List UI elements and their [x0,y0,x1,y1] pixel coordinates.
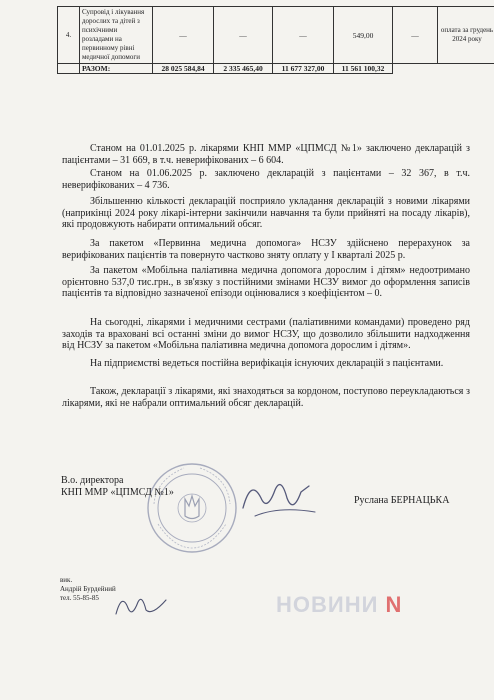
cell-value: — [153,7,214,64]
paragraph-abroad: Також, декларації з лікарями, які знаходяться за кордоном, поступово переукладаються з лікарями, які не набрали оптимальний обсяг декларацій. [62,386,470,409]
total-value: 2 335 465,40 [214,64,273,74]
total-row [58,64,494,74]
payments-table [57,6,494,74]
executor-signature-icon [112,588,172,622]
cell-value: — [273,7,334,64]
row-description: Супровід і лікування дорослих та дітей з психічними розладами на первинному рівні медичної допомоги [80,7,153,64]
signatory-position [61,475,174,499]
cell-value: 549,00 [334,7,393,64]
paragraph-primary-care: За пакетом «Первинна медична допомога» НСЗУ здійснено перерахунок за верифікованих пацієнтів та повернуто частково зняту оплату у І кварталі 2025 р. [62,238,470,261]
paragraph-palliative: За пакетом «Мобільна паліативна медична допомога дорослим і дітям» недоотримано орієнтовно 537,0 тис.грн., в зв'язку з постійними змінами НСЗУ вимог до оформлення записів пацієнтів та відповідно зазначеної епізоди оцінювалися з коефіцієнтом – 0. [62,265,470,299]
watermark-text: НОВИНИ [276,592,379,617]
executor-name: Андрій Бурдейний [60,585,116,593]
paragraph-declarations-jan: Станом на 01.01.2025 р. лікарями КНП ММР «ЦПМСД №1» заключено декларацій з пацієнтами – 31 669, в т.ч. неверифікованих – 6 604. [62,143,470,166]
executor-info [60,576,116,603]
signatory-name: Руслана БЕРНАЦЬКА [354,495,450,506]
paragraph-verification: На підприємстві ведеться постійна верифікація існуючих декларацій з пацієнтами. [90,358,444,369]
total-num-cell [58,64,80,74]
executor-label: вик. [60,576,73,584]
paragraph-increase: Збільшенню кількості декларацій посприяло укладання декларацій з новими лікарями (наприкінці 2024 року лікарі-інтерни закінчили навчання та були прийняті на посаду лікарів), які продовжують набирати оптимальний обсяг. [62,196,470,230]
cell-value: — [393,7,438,64]
total-value: 11 561 100,32 [334,64,393,74]
total-value: 28 025 584,84 [153,64,214,74]
row-note: оплата за грудень 2024 року [438,7,494,64]
position-title: В.о. директора [61,475,124,486]
watermark-letter: N [385,592,403,617]
total-empty [438,64,494,74]
total-empty [393,64,438,74]
table-row [58,7,494,64]
organization-name: КНП ММР «ЦПМСД №1» [61,487,174,498]
paragraph-declarations-jun: Станом на 01.06.2025 р. заключено декларацій з пацієнтами – 32 367, в т.ч. неверифікованих – 4 736. [62,168,470,191]
total-label: РАЗОМ: [80,64,153,74]
executor-phone: тел. 55-85-85 [60,594,99,602]
paragraph-measures: На сьогодні, лікарями і медичними сестрами (паліативними командами) проведено ряд заходів та враховані всі останні зміни до вимог НСЗУ, що дозволило збільшити надходження від НСЗУ за пакетом «Мобільна паліативна медична допомога дорослим і дітям». [62,317,470,351]
total-value: 11 677 327,00 [273,64,334,74]
handwritten-signature-icon [235,468,325,528]
row-number: 4. [58,7,80,64]
cell-value: — [214,7,273,64]
news-watermark [276,592,402,618]
